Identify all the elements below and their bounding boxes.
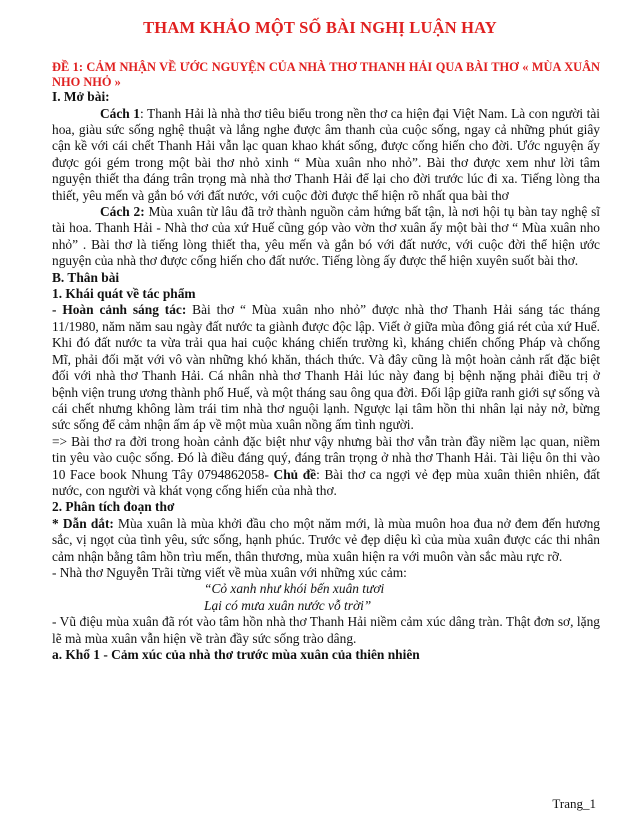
overview-heading: 1. Khái quát về tác phẩm xyxy=(52,286,196,302)
body-heading: B. Thân bài xyxy=(52,269,120,285)
page-title: THAM KHẢO MỘT SỐ BÀI NGHỊ LUẬN HAY xyxy=(143,18,497,37)
exam-question-heading: ĐỀ 1: CẢM NHẬN VỀ ƯỚC NGUYỆN CỦA NHÀ THƠ THANH HẢI QUA BÀI THƠ « MÙA XUÂN NHO NHỎ » xyxy=(52,60,600,89)
option-2-label: Cách 2: xyxy=(100,204,145,220)
spring-dance-paragraph: - Vũ điệu mùa xuân đã rót vào tâm hồn nhà thơ Thanh Hải niềm cảm xúc dâng tràn. Thật đơn sơ, lặng lẽ mà mùa xuân vẫn hiện về tràn đầy sức sống trào dâng. xyxy=(52,614,600,646)
poem-quote-line-1: “Cỏ xanh như khói bến xuân tươi xyxy=(204,581,385,597)
stanza-1-heading: a. Khổ 1 - Cảm xúc của nhà thơ trước mùa xuân của thiên nhiên xyxy=(52,647,420,662)
option-1-text: : Thanh Hải là nhà thơ tiêu biểu trong nền thơ ca hiện đại Việt Nam. Là con người tài hoa, giàu sức sống nghệ thuật và lắng nghe được âm thanh của cuộc sống, ngay cả những phút giây cận kề với cái chết Thanh Hải vẫn lạc quan khao khát sống, được cống hiến cho đời. Ước nguyện ấy được gói gém trong một bài thơ nhỏ xinh “ Mùa xuân nho nhỏ”. Bài thơ được xem như lời tâm nguyện thiết tha đáng trân trọng mà nhà thơ Thanh Hải để lại cho đời trước lúc đi xa. Tiếng lòng tha thiết, yêu mến và gắn bó với đất nước, với cuộc đời được thể hiện rõ nhất qua bài thơ xyxy=(52,105,600,203)
context-text: Bài thơ “ Mùa xuân nho nhỏ” được nhà thơ Thanh Hải sáng tác tháng 11/1980, năm năm sau ngày đất nước ta giành được độc lập. Viết ở giữa mùa đông giá rét của xứ Huế. Khi đó đất nước ta vừa trải qua hai cuộc kháng chiến trường kì, kháng chiến chống Pháp và chống Mĩ, phải đối mặt với vô vàn những khó khăn, thách thức. Và đây cũng là một hoàn cảnh rất đặc biệt đối với nhà thơ Thanh Hải. Cá nhân nhà thơ Thanh Hải lúc này đang bị bệnh nặng phải điều trị ở bệnh viện trung ương thành phố Huế, và một tháng sau ông qua đời. Đối lập giữa ranh giới sự sống và cái chết nhưng không làm trái tim nhà thơ nguội lạnh. Ngược lại tâm hồn thi nhân lại nảy nở, bừng sức sống để cảm nhận ấm áp về một mùa xuân nồng ấm tình người. xyxy=(52,302,600,433)
lead-in-text: Mùa xuân là mùa khởi đầu cho một năm mới, là mùa muôn hoa đua nở đem đến hương sắc, vị ngọt của tình yêu, sức sống, hạnh phúc. Trước vẻ đẹp diệu kì của mùa xuân được các thi nhân cảm nhận bằng tâm hồn trìu mến, thân thương, mùa xuân hiện ra với muôn vàn sắc màu rực rỡ. xyxy=(52,515,600,564)
context-label: - Hoàn cảnh sáng tác: xyxy=(52,302,187,318)
page-number: Trang_1 xyxy=(552,796,596,811)
theme-label: Chủ đề xyxy=(273,466,317,482)
lead-in-label: * Dẫn dắt: xyxy=(52,515,114,531)
nguyen-trai-line: - Nhà thơ Nguyễn Trãi từng viết về mùa xuân với những xúc cảm: xyxy=(52,564,407,580)
document-body xyxy=(52,60,600,663)
intro-option-1 xyxy=(52,106,600,204)
context-paragraph xyxy=(52,302,600,433)
conclusion-text: => Bài thơ ra đời trong hoàn cảnh đặc biệt như vậy nhưng bài thơ vẫn tràn đầy niềm lạc quan, niềm tin yêu vào cuộc sống. Đó là điều đáng quý, đáng trân trọng ở nhà thơ Thanh Hải. Tài liệu ôn thi vào 10 Face book Nhung Tây 0794862058- xyxy=(52,433,600,482)
conclusion-paragraph xyxy=(52,434,600,500)
lead-in-paragraph xyxy=(52,516,600,565)
intro-option-2 xyxy=(52,204,600,270)
option-2-text: Mùa xuân từ lâu đã trở thành nguồn cảm hứng bất tận, là nơi hội tụ bàn tay nghệ sĩ tài hoa. Thanh Hải - Nhà thơ của xứ Huế cũng góp vào vờn thơ xuân ấy một bài thơ “ Mùa xuân nho nhỏ” . Bài thơ là tiếng lòng thiết tha, yêu mến và gắn bó với đất nước, với cuộc đời thể hiện ước nguyện của nhà thơ được cống hiến cho đất nước. Tiếng lòng ấy được thể hiện xuyên suốt bài thơ. xyxy=(52,204,601,269)
poem-quote-line-2: Lại có mưa xuân nước vỗ trời” xyxy=(204,597,372,613)
theme-text: : Bài thơ ca ngợi vẻ đẹp mùa xuân thiên nhiên, đất nước, con người và khát vọng cống hiến của nhà thơ. xyxy=(52,466,600,498)
option-1-label: Cách 1 xyxy=(100,105,140,121)
analysis-heading: 2. Phân tích đoạn thơ xyxy=(52,499,175,515)
intro-heading: I. Mở bài: xyxy=(52,89,110,105)
